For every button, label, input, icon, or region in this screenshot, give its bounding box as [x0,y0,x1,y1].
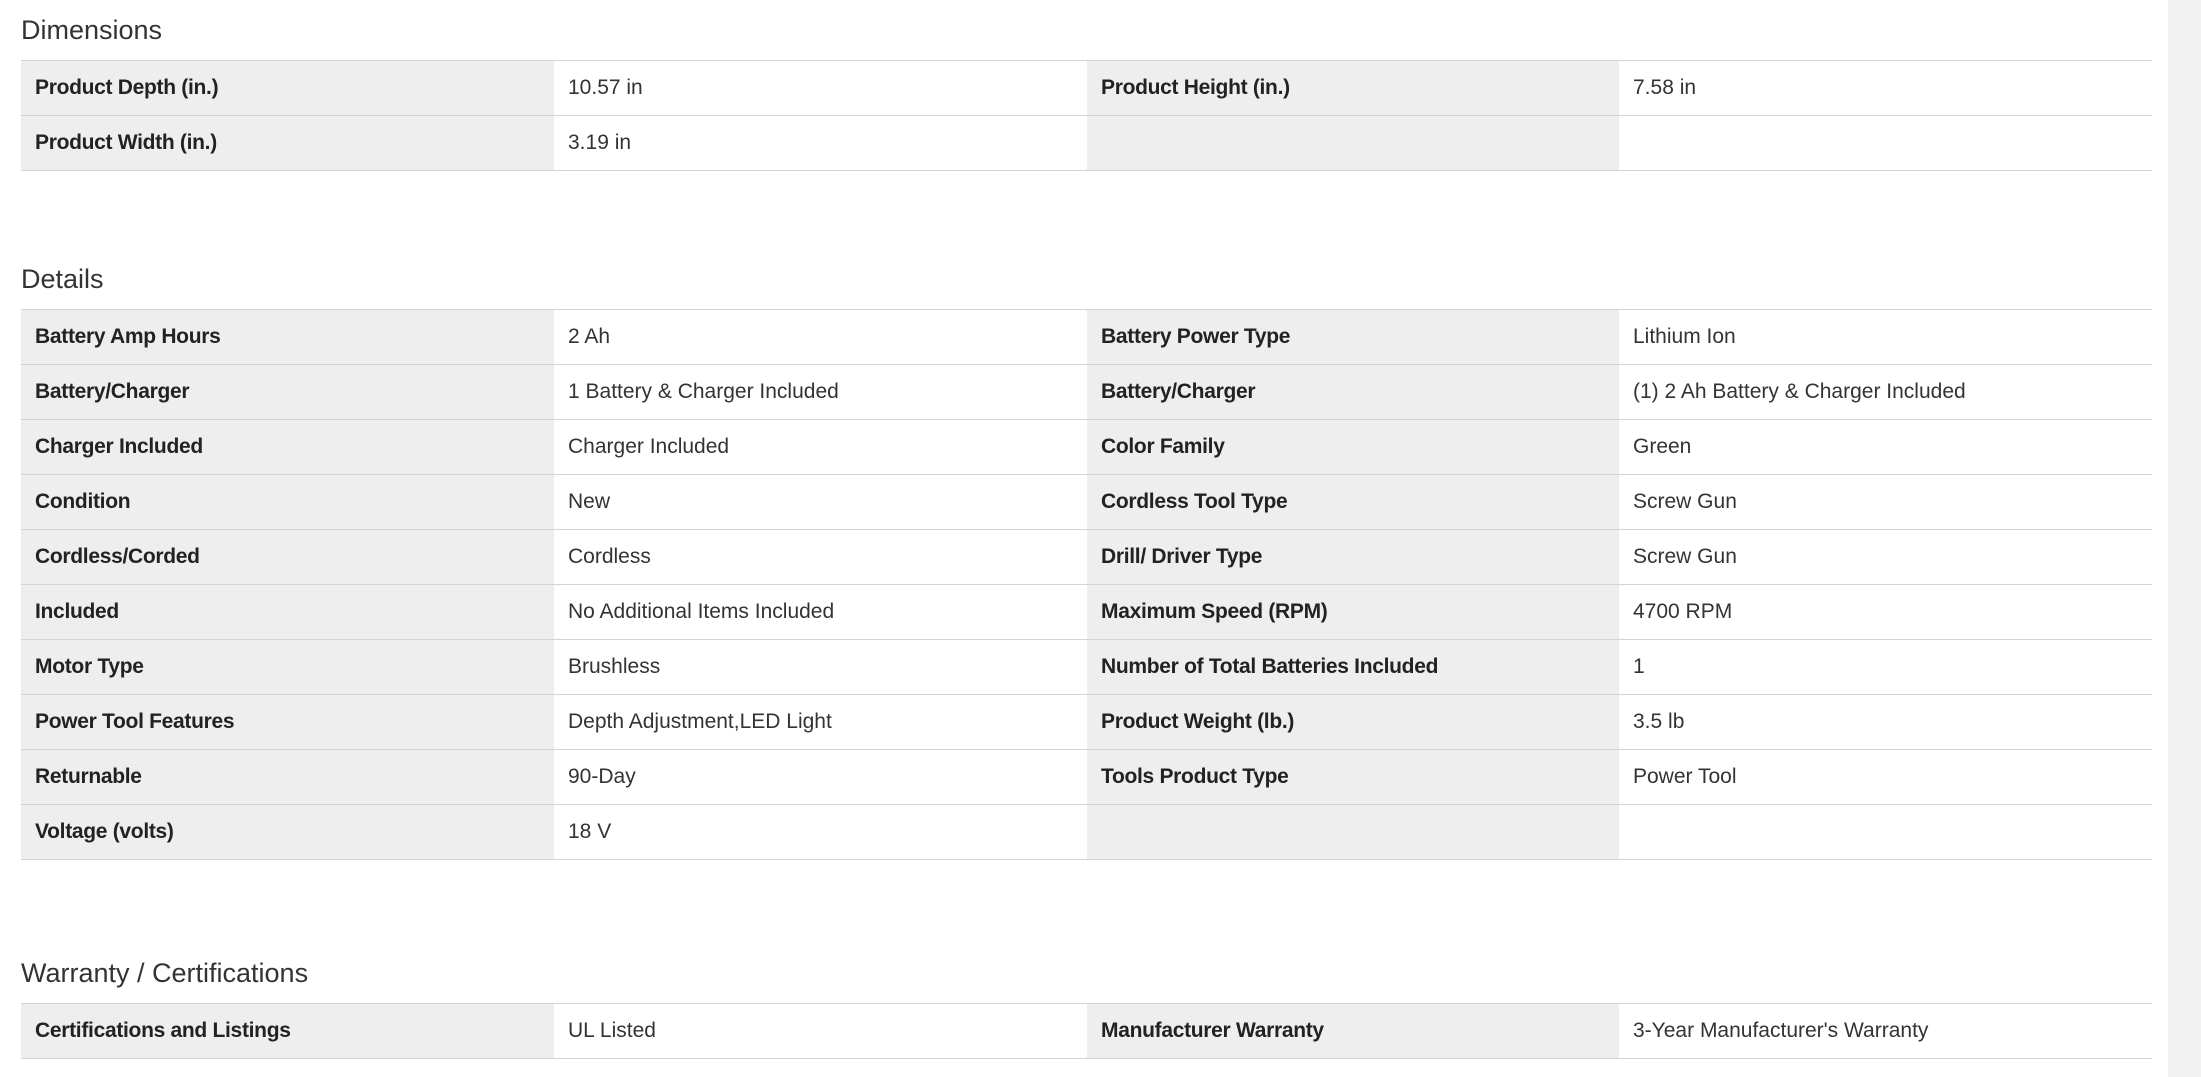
spec-value [1619,805,2152,860]
spec-value: 3.5 lb [1619,695,2152,750]
spec-value: Depth Adjustment,LED Light [554,695,1087,750]
table-row [21,116,2152,171]
spec-label: Charger Included [21,420,554,475]
spec-label: Product Depth (in.) [21,61,554,116]
spec-label: Product Height (in.) [1087,61,1619,116]
spec-value: Cordless [554,530,1087,585]
spec-label: Battery/Charger [21,365,554,420]
table-row [21,805,2152,860]
table-row [21,420,2152,475]
spec-value: Charger Included [554,420,1087,475]
spec-value: UL Listed [554,1004,1087,1059]
warranty-table [21,1003,2152,1059]
spec-label: Maximum Speed (RPM) [1087,585,1619,640]
spec-label: Motor Type [21,640,554,695]
spec-value: Lithium Ion [1619,310,2152,365]
table-row [21,310,2152,365]
spec-value: 1 [1619,640,2152,695]
scroll-gutter [2168,0,2201,1077]
spec-value: Green [1619,420,2152,475]
warranty-section [21,943,2152,1059]
spec-value: 4700 RPM [1619,585,2152,640]
spec-label: Manufacturer Warranty [1087,1004,1619,1059]
spec-value: (1) 2 Ah Battery & Charger Included [1619,365,2152,420]
spec-value: Brushless [554,640,1087,695]
spec-value: No Additional Items Included [554,585,1087,640]
spec-value: Screw Gun [1619,530,2152,585]
dimensions-table [21,60,2152,171]
section-title-details: Details [21,264,104,294]
spec-label: Battery/Charger [1087,365,1619,420]
spec-label: Color Family [1087,420,1619,475]
details-section [21,249,2152,860]
spec-value: 2 Ah [554,310,1087,365]
spec-label: Battery Amp Hours [21,310,554,365]
spec-label: Cordless Tool Type [1087,475,1619,530]
spec-label [1087,805,1619,860]
spec-value: Screw Gun [1619,475,2152,530]
spec-label: Drill/ Driver Type [1087,530,1619,585]
section-title-dimensions: Dimensions [21,15,163,45]
table-row [21,530,2152,585]
details-table [21,309,2152,860]
table-row [21,750,2152,805]
spec-value: 1 Battery & Charger Included [554,365,1087,420]
spec-value: New [554,475,1087,530]
spec-value [1619,116,2152,171]
spec-value: 90-Day [554,750,1087,805]
spec-label [1087,116,1619,171]
dimensions-section [21,0,2152,171]
spec-label: Product Weight (lb.) [1087,695,1619,750]
spec-label: Included [21,585,554,640]
table-row [21,475,2152,530]
table-row [21,695,2152,750]
spec-label: Tools Product Type [1087,750,1619,805]
table-row [21,585,2152,640]
spec-value: 10.57 in [554,61,1087,116]
spec-label: Power Tool Features [21,695,554,750]
spec-label: Returnable [21,750,554,805]
spec-label: Voltage (volts) [21,805,554,860]
spec-value: Power Tool [1619,750,2152,805]
table-row [21,365,2152,420]
spec-label: Condition [21,475,554,530]
spec-label: Battery Power Type [1087,310,1619,365]
spec-value: 3-Year Manufacturer's Warranty [1619,1004,2152,1059]
table-row [21,61,2152,116]
spec-label: Number of Total Batteries Included [1087,640,1619,695]
spec-label: Cordless/Corded [21,530,554,585]
section-title-warranty: Warranty / Certifications [21,958,309,988]
spec-value: 7.58 in [1619,61,2152,116]
spec-value: 18 V [554,805,1087,860]
spec-value: 3.19 in [554,116,1087,171]
table-row [21,640,2152,695]
table-row [21,1004,2152,1059]
spec-label: Certifications and Listings [21,1004,554,1059]
spec-label: Product Width (in.) [21,116,554,171]
